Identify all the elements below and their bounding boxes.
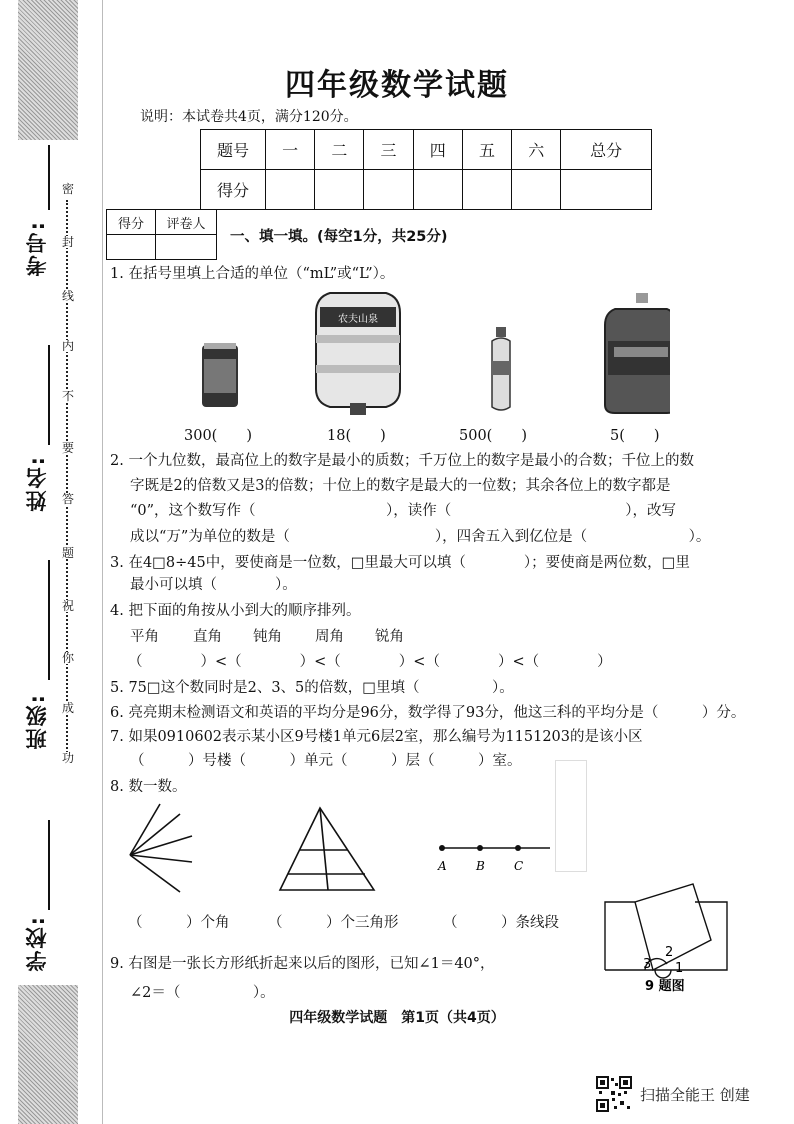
score-header-cell: 四: [413, 130, 462, 170]
margin-hatch-bottom: [18, 985, 78, 1124]
q8-answer-segments[interactable]: （ ）条线段: [443, 915, 559, 931]
q2-line2: 字既是2的倍数又是3的倍数；十位上的数字是最大的一位数；其余各位上的数字都是: [130, 478, 671, 494]
q9-folded-paper-figure: [595, 880, 735, 995]
q6-text[interactable]: 6. 亮亮期末检测语文和英语的平均分是96分，数学得了93分，他这三科的平均分是（ ）分。: [110, 705, 746, 721]
q4-text: 4. 把下面的角按从小到大的顺序排列。: [110, 603, 361, 619]
class-label: 班级:: [25, 693, 49, 750]
bottle-brand-label: 农夫山泉: [338, 314, 378, 325]
q4-angle-acute: 锐角: [375, 629, 404, 645]
q8-answer-triangles[interactable]: （ ）个三角形: [268, 915, 399, 931]
seal-char: 线: [62, 289, 75, 303]
seal-char: 内: [62, 339, 75, 353]
page-footer: 四年级数学试题 第1页（共4页）: [289, 1010, 505, 1026]
section-one-heading: 一、填一填。(每空1分，共25分): [230, 229, 448, 245]
score-row-label: 得分: [201, 170, 266, 210]
grading-box: [106, 209, 217, 260]
grading-score-cell[interactable]: [107, 235, 156, 260]
q9-figure-caption: 9 题图: [645, 979, 685, 994]
q2-line4[interactable]: 成以“万”为单位的数是（ ），四舍五入到亿位是（ ）。: [130, 529, 711, 545]
q4-angle-full: 周角: [315, 629, 344, 645]
q4-angle-flat: 平角: [130, 629, 159, 645]
seal-char: 题: [62, 546, 75, 560]
q9-line1: 9. 右图是一张长方形纸折起来以后的图形，已知∠1＝40°，: [110, 956, 495, 972]
score-cell[interactable]: [413, 170, 462, 210]
triangle-figure: [280, 808, 374, 890]
score-header-cell: 题号: [201, 130, 266, 170]
angle-rays-figure: [130, 804, 192, 892]
score-cell[interactable]: [315, 170, 364, 210]
angle-1-label: 1: [675, 961, 684, 976]
q3-line1[interactable]: 3. 在4□8÷45中，要使商是一位数，□里最大可以填（ ）；要使商是两位数，□里: [110, 555, 690, 571]
grading-score-label: 得分: [107, 210, 156, 235]
point-a-label: A: [438, 859, 447, 873]
angle-3-label: 3: [643, 957, 652, 972]
q8-answer-angles[interactable]: （ ）个角: [128, 915, 230, 931]
score-cell[interactable]: [266, 170, 315, 210]
q1-blank-jug[interactable]: 18( ): [327, 428, 386, 444]
q4-order-blanks[interactable]: （ ）<（ ）<（ ）<（ ）<（ ）: [128, 654, 612, 670]
q2-line1: 2. 一个九位数，最高位上的数字是最小的质数；千万位上的数字是最小的合数；千位上的数: [110, 453, 694, 469]
score-header-row: [201, 130, 652, 170]
school-line: [48, 820, 50, 910]
bleed-through-right: [600, 60, 790, 490]
seal-char: 成: [62, 701, 75, 715]
q2-line3[interactable]: “0”，这个数写作（ ），读作（ ），改写: [130, 503, 677, 519]
score-cell[interactable]: [462, 170, 511, 210]
q1-illustrations: [190, 285, 670, 420]
exam-note: 说明：本试卷共4页，满分120分。: [140, 109, 358, 125]
q1-blank-oil[interactable]: 5( ): [610, 428, 660, 444]
school-label: 学校:: [25, 915, 49, 972]
score-header-cell: 二: [315, 130, 364, 170]
seal-char: 密: [62, 182, 75, 196]
line-segment-figure: [437, 845, 550, 873]
score-table: [200, 129, 652, 210]
seal-char: 要: [62, 441, 75, 455]
q5-text[interactable]: 5. 75□这个数同时是2、3、5的倍数，□里填（ ）。: [110, 680, 514, 696]
class-line: [48, 560, 50, 680]
score-header-cell: 一: [266, 130, 315, 170]
q1-blank-bottle[interactable]: 500( ): [459, 428, 527, 444]
margin-divider: [102, 0, 103, 1124]
score-header-cell: 六: [512, 130, 561, 170]
name-line: [48, 345, 50, 445]
exam-no-line: [48, 145, 50, 210]
seal-char: 你: [62, 651, 75, 665]
q8-figures: [120, 800, 560, 900]
seal-char: 封: [62, 235, 75, 249]
soda-can-icon: [202, 343, 238, 407]
q8-text: 8. 数一数。: [110, 779, 187, 795]
q4-angle-obtuse: 钝角: [253, 629, 282, 645]
seal-char: 不: [62, 389, 75, 403]
q1-text: 1. 在括号里填上合适的单位（“mL”或“L”）。: [110, 266, 395, 282]
seal-char: 功: [62, 751, 75, 765]
exam-no-label: 考号:: [25, 220, 49, 277]
scanner-watermark: 扫描全能王 创建: [640, 1086, 750, 1104]
name-label: 姓名:: [25, 455, 49, 512]
seal-dotted-line: [66, 200, 70, 760]
q7-line1: 7. 如果0910602表示某小区9号楼1单元6层2室，那么编号为1151203的是该小区: [110, 729, 643, 745]
grading-grader-cell[interactable]: [156, 235, 217, 260]
q7-line2[interactable]: （ ）号楼（ ）单元（ ）层（ ）室。: [130, 753, 522, 769]
water-jug-icon: [316, 293, 400, 415]
qr-code-icon: [596, 1076, 632, 1112]
q4-angle-right: 直角: [193, 629, 222, 645]
water-bottle-icon: [491, 327, 511, 410]
q1-blank-can[interactable]: 300( ): [184, 428, 252, 444]
q9-line2[interactable]: ∠2＝（ ）。: [130, 985, 275, 1001]
score-value-row: [201, 170, 652, 210]
score-header-cell: 总分: [561, 130, 652, 170]
score-cell[interactable]: [561, 170, 652, 210]
oil-container-icon: [605, 293, 670, 413]
point-c-label: C: [514, 859, 524, 873]
q3-line2[interactable]: 最小可以填（ ）。: [130, 577, 297, 593]
seal-char: 答: [62, 492, 75, 506]
point-b-label: B: [476, 859, 485, 873]
score-cell[interactable]: [364, 170, 413, 210]
score-header-cell: 三: [364, 130, 413, 170]
score-cell[interactable]: [512, 170, 561, 210]
grading-grader-label: 评卷人: [156, 210, 217, 235]
angle-2-label: 2: [665, 945, 674, 960]
score-header-cell: 五: [462, 130, 511, 170]
seal-char: 祝: [62, 599, 75, 613]
page-title: 四年级数学试题: [285, 68, 509, 103]
